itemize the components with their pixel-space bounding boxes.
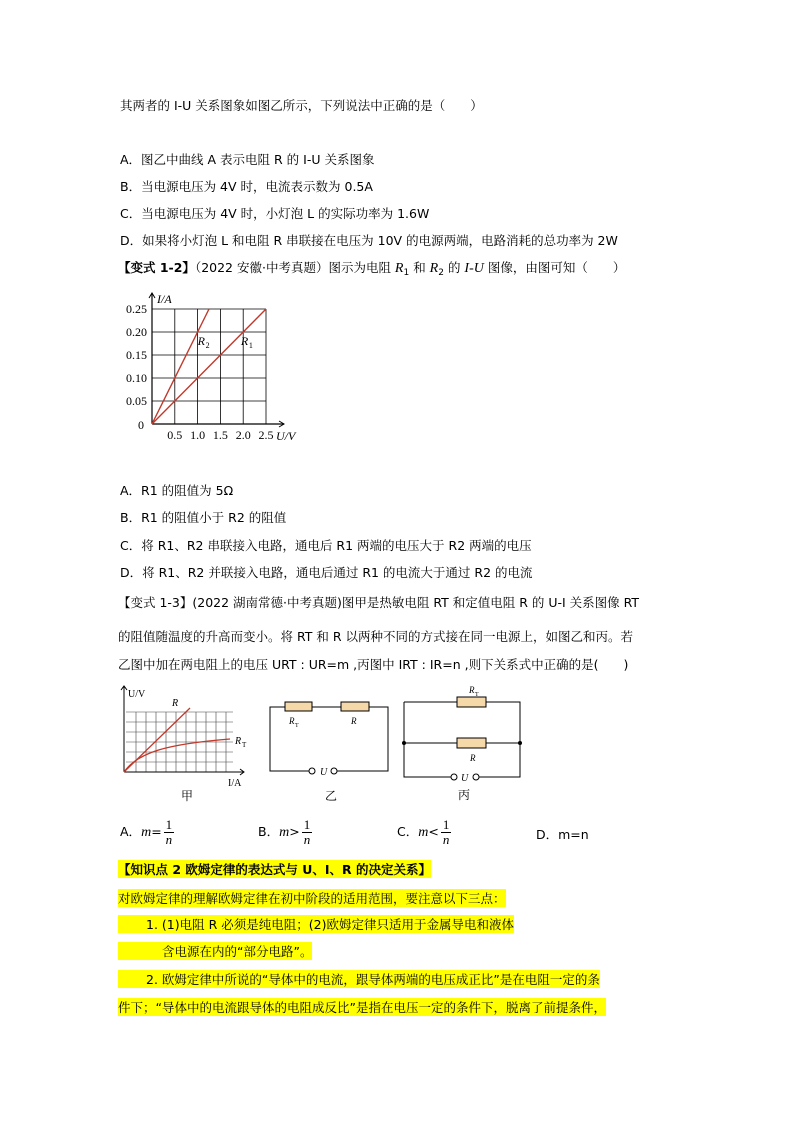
y-tick-label: 0.20 <box>126 325 147 339</box>
q3-option-d: D．m=n <box>536 827 589 842</box>
x-tick-label: 1.0 <box>190 428 206 442</box>
knowledge-line-4: 2. 欧姆定律中所说的“导体中的电流，跟导体两端的电压成正比”是在电阻一定的条 <box>118 970 600 988</box>
q3-circuit-yi <box>265 695 393 807</box>
y-tick-label: 0.25 <box>126 302 147 316</box>
x-tick-label: 2.0 <box>235 428 251 442</box>
x-tick-label: 0.5 <box>167 428 183 442</box>
resistor-r <box>457 738 486 748</box>
fraction <box>164 818 175 847</box>
iu-chart <box>110 280 320 445</box>
x-tick-label: 1.5 <box>212 428 228 442</box>
graph-xlabel: I/A <box>228 778 242 789</box>
label-u: U <box>461 773 469 784</box>
knowledge-line-1: 对欧姆定律的理解欧姆定律在初中阶段的适用范围，要注意以下三点： <box>118 891 506 906</box>
origin-label: 0 <box>138 418 144 432</box>
knowledge-line-3: 含电源在内的“部分电路”。 <box>118 942 312 960</box>
series-label-sub: 1 <box>248 340 253 350</box>
q2-r1-sub: 1 <box>403 268 410 278</box>
opt-c-var: m <box>418 825 429 840</box>
q2-stem <box>118 258 625 278</box>
q3-option-a <box>120 818 174 847</box>
y-tick-label: 0.10 <box>126 371 147 385</box>
opt-b-rel: > <box>289 824 300 839</box>
y-axis-label: I/A <box>157 292 172 306</box>
series-label-r1: R <box>240 333 249 348</box>
graph-ylabel: U/V <box>128 689 146 700</box>
q2-r1: R <box>394 261 404 276</box>
q3-line-1: 【变式 1-3】(2022 湖南常德·中考真题)图甲是热敏电阻 RT 和定值电阻 R 的 U-I 关系图像 RT <box>118 595 640 610</box>
frac-den: n <box>303 832 311 847</box>
frac-den: n <box>165 832 173 847</box>
q1-option-b: B．当电源电压为 4V 时，电流表示数为 0.5A <box>120 179 373 194</box>
q2-and: 和 <box>409 260 430 275</box>
label-r: R <box>172 698 179 709</box>
label-rt-sub: T <box>475 692 479 698</box>
q2-tag: 【变式 1-2】 <box>118 260 195 275</box>
knowledge-line-2: 1. (1)电阻 R 必须是纯电阻；(2)欧姆定律只适用于金属导电和液体 <box>118 915 514 933</box>
q2-option-b: B．R1 的阻值小于 R2 的阻值 <box>120 510 287 525</box>
q3-line-2: 的阻值随温度的升高而变小。将 RT 和 R 以两种不同的方式接在同一电源上，如图乙和丙。若 <box>118 629 633 644</box>
opt-b-prefix: B． <box>258 824 280 839</box>
frac-num: 1 <box>303 817 311 832</box>
label-u: U <box>320 767 328 778</box>
caption-jia: 甲 <box>181 789 194 803</box>
x-tick-label: 2.5 <box>258 428 274 442</box>
frac-num: 1 <box>442 817 450 832</box>
x-axis-label: U/V <box>276 429 296 443</box>
fraction <box>302 818 313 847</box>
label-rt: R <box>289 716 295 726</box>
opt-b-var: m <box>279 825 290 840</box>
caption-bing: 丙 <box>458 788 471 802</box>
opt-a-rel: = <box>151 824 162 839</box>
opt-c-prefix: C． <box>397 824 419 839</box>
frac-num: 1 <box>165 817 173 832</box>
q3-graph-jia <box>118 682 268 804</box>
label-rt: R <box>235 736 242 747</box>
series-line-r2 <box>152 309 209 424</box>
y-tick-label: 0.05 <box>126 394 147 408</box>
q1-option-a: A．图乙中曲线 A 表示电阻 R 的 I-U 关系图象 <box>120 152 375 167</box>
opt-a-prefix: A． <box>120 824 142 839</box>
q2-stem-a: （2022 安徽·中考真题）图示为电阻 <box>194 260 395 275</box>
series-label-r2: R <box>197 333 205 348</box>
q3-option-c <box>397 818 451 847</box>
label-r: R <box>351 716 357 726</box>
opt-a-var: m <box>141 825 152 840</box>
q2-option-a: A．R1 的阻值为 5Ω <box>120 483 234 498</box>
q2-stem-b: 的 <box>443 260 465 275</box>
q2-r2: R <box>429 261 439 276</box>
question-intro: 其两者的 I-U 关系图象如图乙所示，下列说法中正确的是（ ） <box>120 98 483 113</box>
resistor-rt <box>285 702 312 711</box>
knowledge-title: 【知识点 2 欧姆定律的表达式与 U、I、R 的决定关系】 <box>118 862 432 877</box>
label-rt: R <box>469 685 475 695</box>
q3-line-3: 乙图中加在两电阻上的电压 URT : UR=m ,丙图中 IRT : IR=n ,则下关系式中正确的是( ) <box>118 657 629 672</box>
q2-option-d: D．将 R1、R2 并联接入电路，通电后通过 R1 的电流大于通过 R2 的电流 <box>120 565 533 580</box>
label-rt-sub: T <box>242 741 247 749</box>
resistor-rt <box>457 697 486 707</box>
q2-stem-c: 图像，由图可知（ ） <box>483 260 626 275</box>
y-tick-label: 0.15 <box>126 348 147 362</box>
label-r: R <box>470 753 476 763</box>
series-line-r1 <box>152 309 266 424</box>
q2-r2-sub: 2 <box>438 268 444 278</box>
fraction <box>441 818 452 847</box>
caption-yi: 乙 <box>325 789 338 803</box>
q1-option-c: C．当电源电压为 4V 时，小灯泡 L 的实际功率为 1.6W <box>120 206 430 221</box>
series-label-sub: 2 <box>205 340 210 350</box>
frac-den: n <box>442 832 450 847</box>
q2-iu: I-U <box>464 261 484 276</box>
resistor-r <box>341 702 369 711</box>
label-rt-sub: T <box>295 723 299 729</box>
q1-option-d: D．如果将小灯泡 L 和电阻 R 串联接在电压为 10V 的电源两端，电路消耗的总功率为 2W <box>120 233 618 248</box>
q3-option-b <box>258 818 312 847</box>
knowledge-line-5: 件下；“导体中的电流跟导体的电阻成反比”是指在电压一定的条件下，脱离了前提条件， <box>118 1000 606 1015</box>
q3-circuit-bing <box>398 682 526 804</box>
curve-rt <box>124 739 230 772</box>
opt-c-rel: < <box>428 824 439 839</box>
q2-option-c: C．将 R1、R2 串联接入电路，通电后 R1 两端的电压大于 R2 两端的电压 <box>120 538 532 553</box>
